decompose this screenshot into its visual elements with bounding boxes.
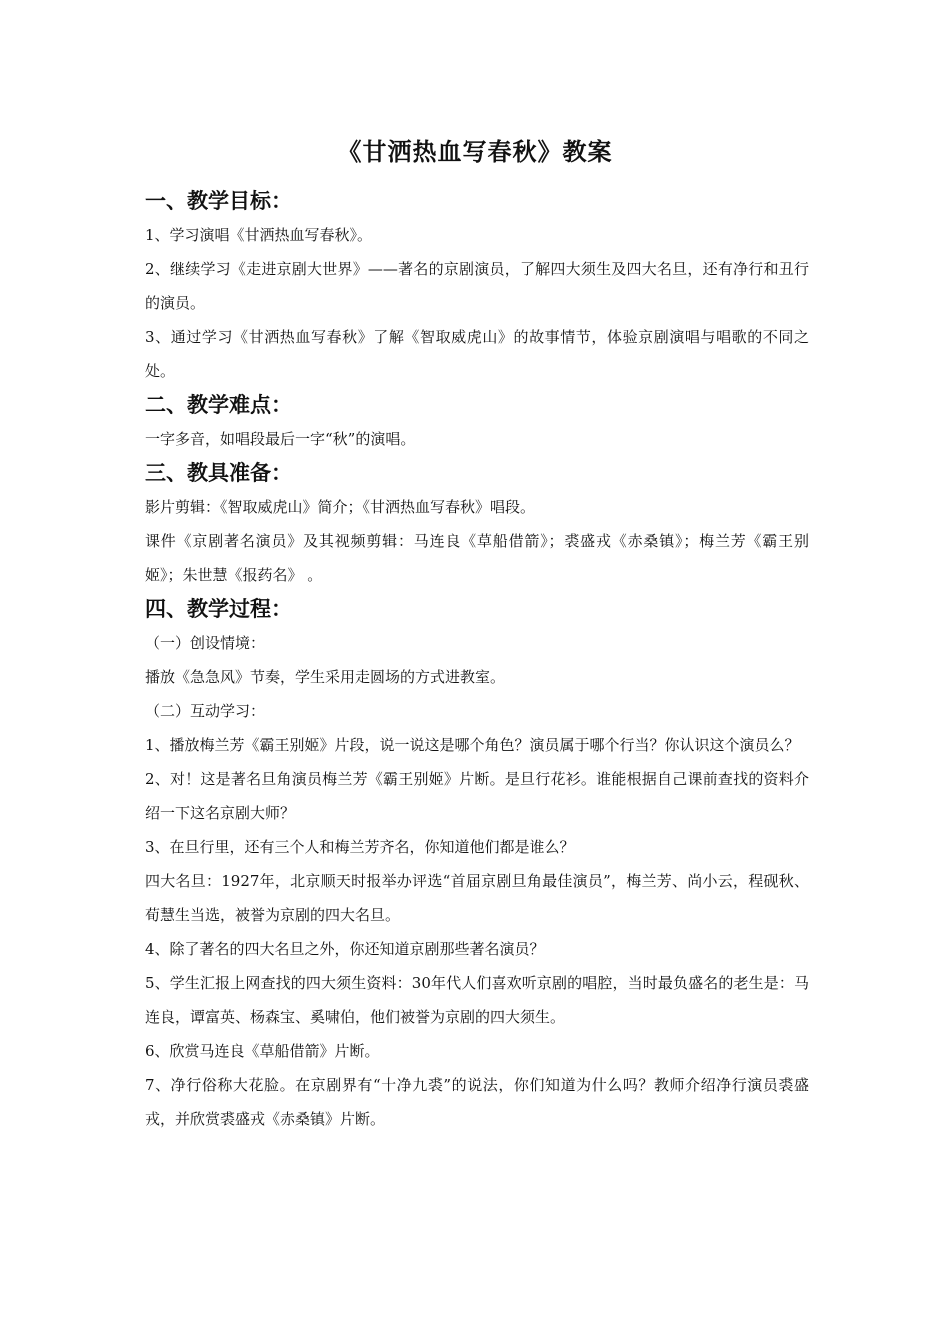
paragraph: 1、学习演唱《甘洒热血写春秋》。 — [145, 226, 373, 244]
paragraph: 影片剪辑：《智取威虎山》简介；《甘洒热血写春秋》唱段。 — [145, 498, 536, 516]
paragraph: 1、播放梅兰芳《霸王别姬》片段，说一说这是哪个角色？演员属于哪个行当？你认识这个演员么？ — [145, 736, 800, 754]
paragraph: 课件《京剧著名演员》及其视频剪辑：马连良《草船借箭》；裘盛戎《赤桑镇》；梅兰芳《霸王别姬》；朱世慧《报药名》 。 — [145, 532, 809, 584]
section-heading: 一、教学目标： — [145, 189, 292, 213]
paragraph: 播放《急急风》节奏，学生采用走圆场的方式进教室。 — [145, 668, 506, 686]
paragraph: 3、通过学习《甘洒热血写春秋》了解《智取威虎山》的故事情节，体验京剧演唱与唱歌的不同之处。 — [145, 328, 809, 380]
section-teaching-goals — [145, 184, 809, 388]
paragraph: 一字多音，如唱段最后一字“秋”的演唱。 — [145, 430, 416, 448]
paragraph: 4、除了著名的四大名旦之外，你还知道京剧那些著名演员？ — [145, 940, 545, 958]
subheading: （二）互动学习： — [145, 702, 266, 720]
section-teaching-materials — [145, 456, 809, 592]
subheading: （一）创设情境： — [145, 634, 266, 652]
section-heading: 三、教具准备： — [145, 461, 292, 485]
document-body — [145, 184, 809, 1136]
document-title: 《甘洒热血写春秋》教案 — [337, 138, 613, 166]
paragraph: 5、学生汇报上网查找的四大须生资料：30年代人们喜欢听京剧的唱腔，当时最负盛名的老生是：马连良，谭富英、杨森宝、奚啸伯，他们被誉为京剧的四大须生。 — [145, 974, 809, 1026]
section-heading: 二、教学难点： — [145, 393, 292, 417]
section-heading: 四、教学过程： — [145, 597, 292, 621]
section-teaching-process — [145, 592, 809, 1136]
paragraph: 6、欣赏马连良《草船借箭》片断。 — [145, 1042, 380, 1060]
paragraph: 2、继续学习《走进京剧大世界》——著名的京剧演员，了解四大须生及四大名旦，还有净行和丑行的演员。 — [145, 260, 809, 312]
section-teaching-difficulties — [145, 388, 809, 456]
paragraph: 四大名旦：1927年，北京顺天时报举办评选“首届京剧旦角最佳演员”，梅兰芳、尚小云，程砚秋、荀慧生当选，被誉为京剧的四大名旦。 — [145, 872, 809, 924]
paragraph: 2、对！这是著名旦角演员梅兰芳《霸王别姬》片断。是旦行花衫。谁能根据自己课前查找的资料介绍一下这名京剧大师？ — [145, 770, 809, 822]
paragraph: 7、净行俗称大花脸。在京剧界有“十净九裘”的说法，你们知道为什么吗？教师介绍净行演员裘盛戎，并欣赏裘盛戎《赤桑镇》片断。 — [145, 1076, 809, 1128]
paragraph: 3、在旦行里，还有三个人和梅兰芳齐名，你知道他们都是谁么？ — [145, 838, 575, 856]
